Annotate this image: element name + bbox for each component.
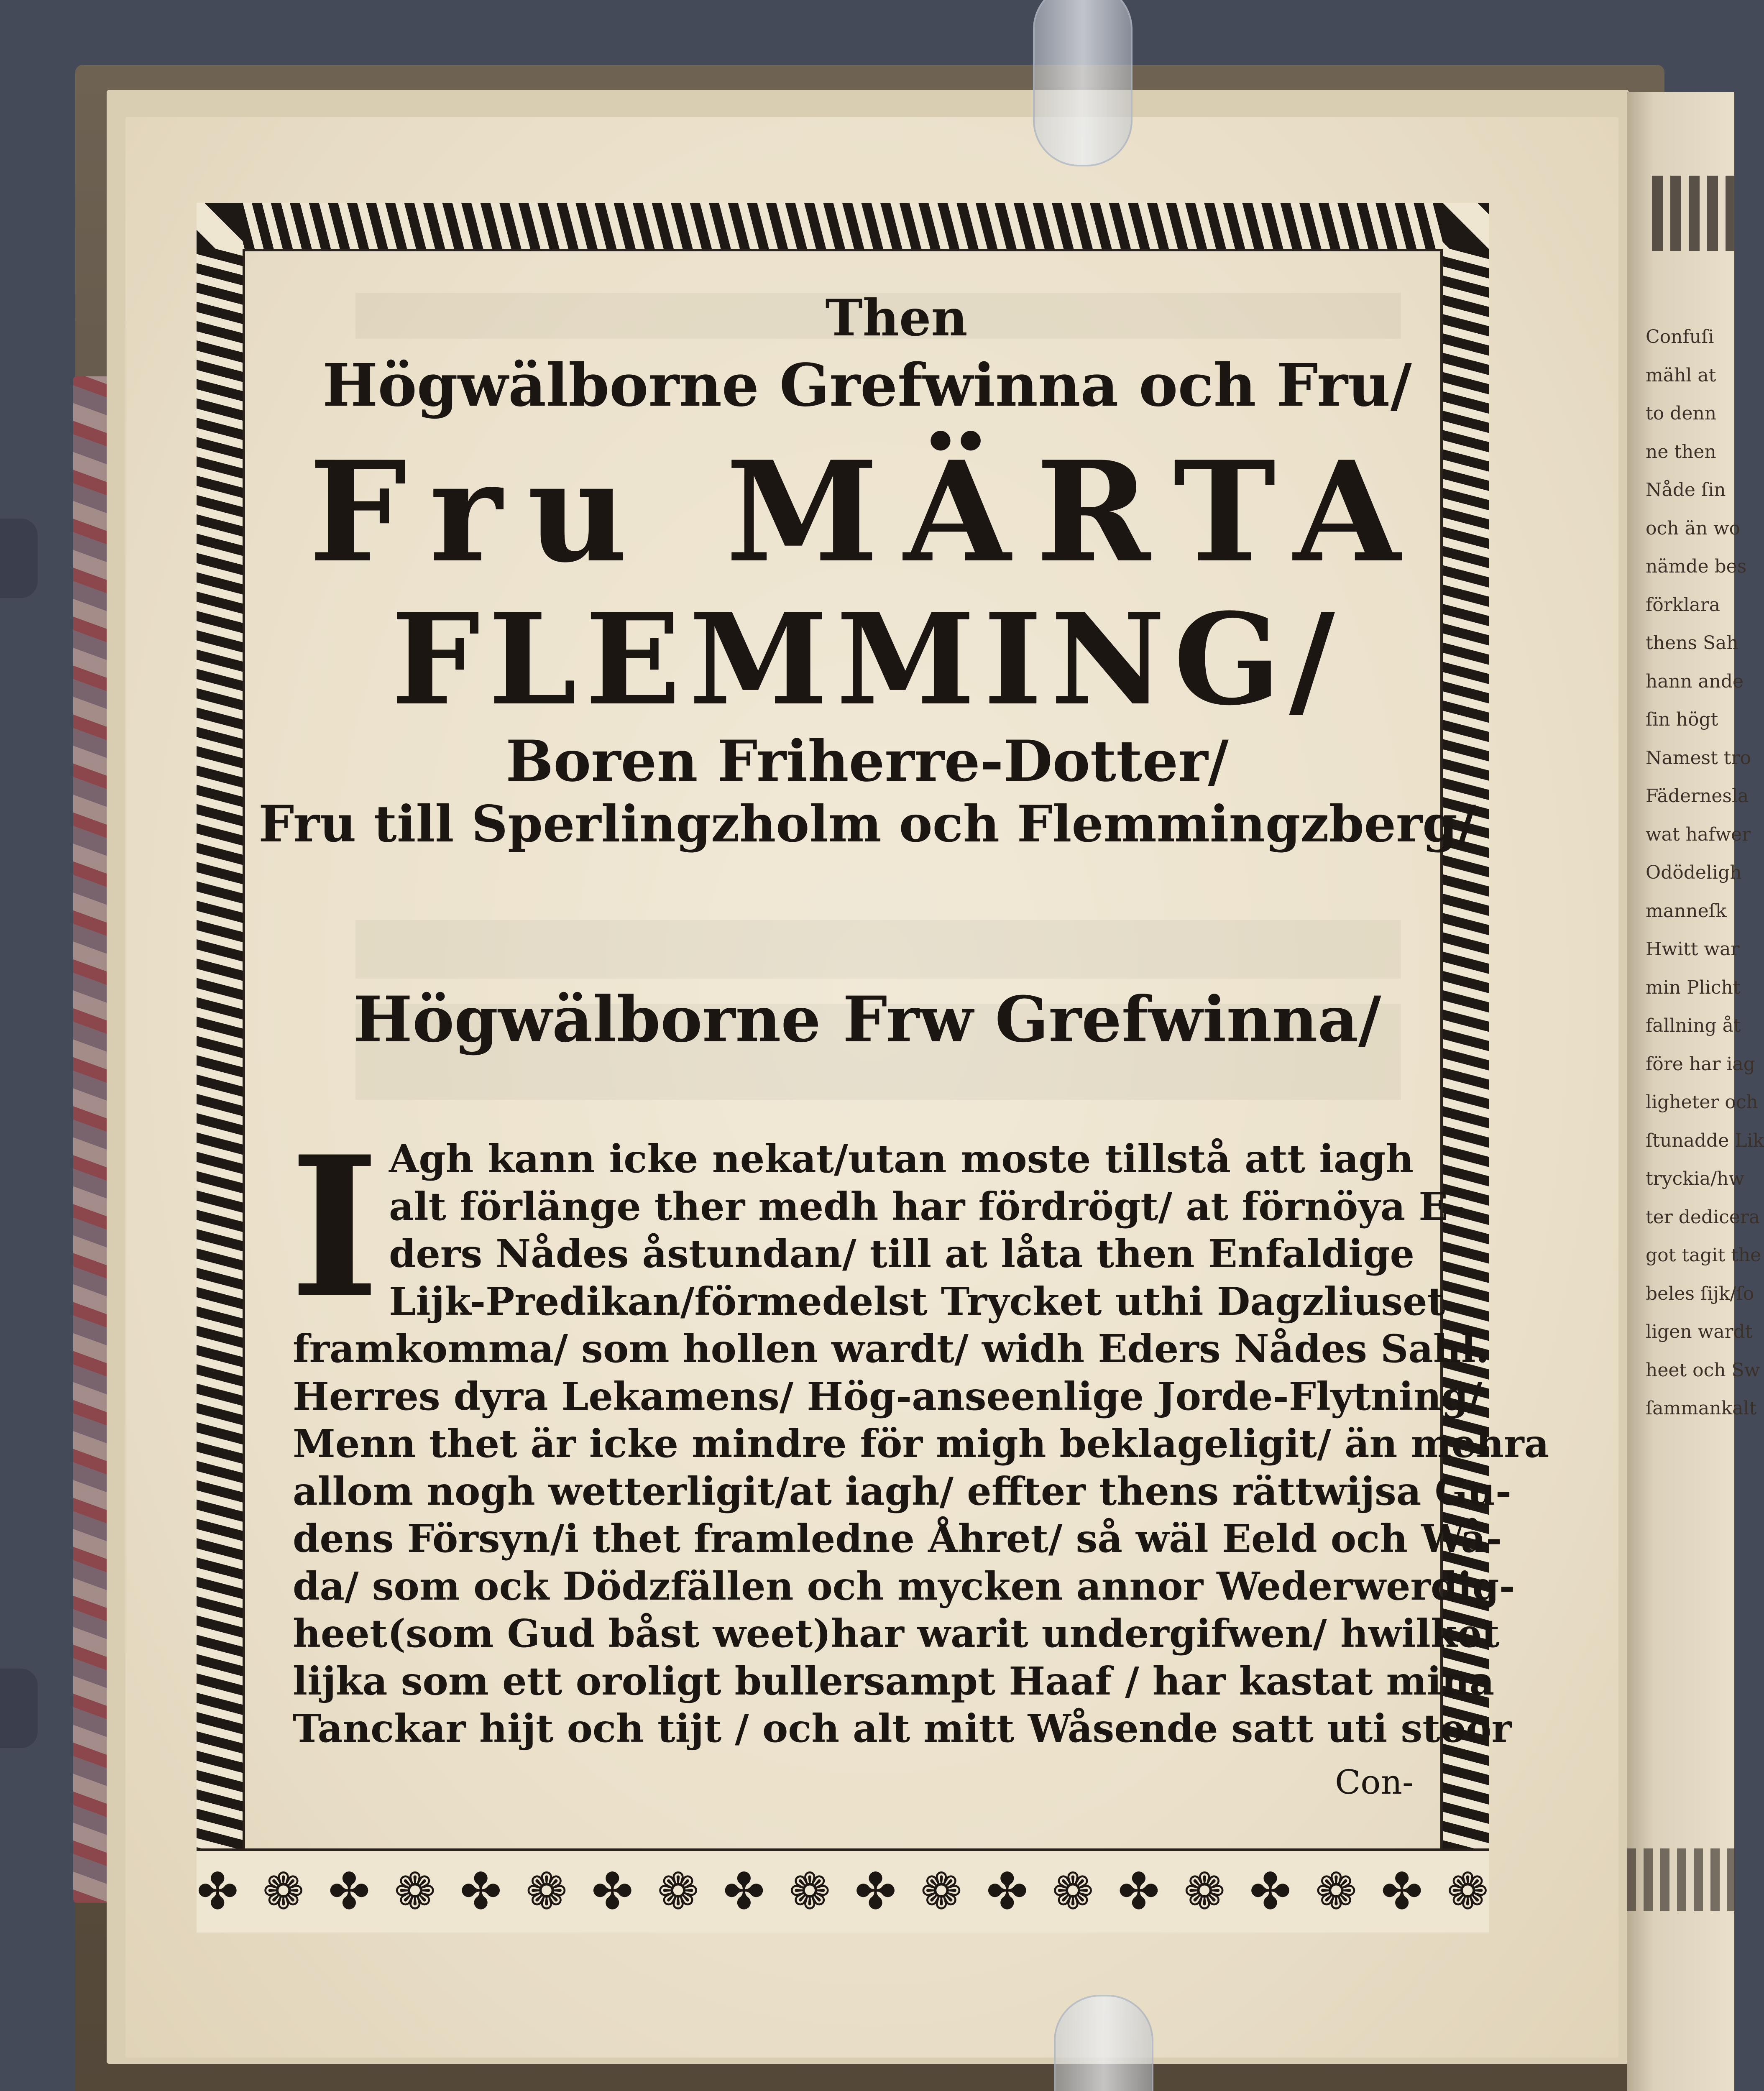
facing-text-line: to denn bbox=[1646, 403, 1717, 424]
facing-text-line: nämde bes bbox=[1646, 556, 1747, 577]
facing-text-line: ne then bbox=[1646, 441, 1716, 463]
facing-text-line: thens Sah bbox=[1646, 632, 1738, 654]
fleuron-icon: ❁ bbox=[1315, 1862, 1358, 1921]
title-name-flemming: FLEMMING/ bbox=[391, 585, 1344, 733]
bottom-ornament-band bbox=[197, 1848, 1489, 1933]
facing-text-line: ſtunadde Lik bbox=[1646, 1130, 1764, 1151]
facing-text-line: fallning åt bbox=[1646, 1015, 1741, 1036]
facing-text-line: got tagit the bbox=[1646, 1245, 1761, 1266]
page-clip-bottom bbox=[1054, 1995, 1153, 2091]
title-line-then: Then bbox=[825, 289, 968, 348]
facing-text-line: tryckia/hw bbox=[1646, 1168, 1745, 1189]
title-line-sperlingzholm: Fru till Sperlingzholm och Flemmingzberg/ bbox=[258, 795, 1476, 854]
facing-text-line: beles ſijk/ſo bbox=[1646, 1283, 1754, 1304]
dedication-text bbox=[293, 1135, 1549, 1753]
text-line: Lijk-Predikan/förmedelst Trycket uthi Dagzliuset bbox=[389, 1278, 1445, 1324]
fleuron-icon: ✤ bbox=[460, 1862, 502, 1921]
text-line: dens Försyn/i thet framledne Åhret/ så wäl Eeld och Wå- bbox=[293, 1516, 1502, 1561]
facing-text-line: ſin högt bbox=[1646, 709, 1718, 730]
facing-text-line: Confuſi bbox=[1646, 326, 1714, 348]
fleuron-icon: ✤ bbox=[1381, 1862, 1423, 1921]
text-line: da/ som ock Dödzfällen och mycken annor Wederwerdig- bbox=[293, 1563, 1515, 1609]
fleuron-icon: ✤ bbox=[591, 1862, 634, 1921]
facing-text-line: wat hafwer bbox=[1646, 823, 1751, 845]
facing-text-line: Fädernesla bbox=[1646, 785, 1749, 807]
fleuron-icon: ✤ bbox=[1117, 1862, 1160, 1921]
book-cradle-tab bbox=[0, 1669, 38, 1748]
title-line-grefwinna: Högwälborne Grefwinna och Fru/ bbox=[322, 351, 1412, 420]
fleuron-icon: ✤ bbox=[1249, 1862, 1291, 1921]
fleuron-icon: ❁ bbox=[1447, 1862, 1489, 1921]
facing-text-line: Hwitt war bbox=[1646, 938, 1740, 960]
fleuron-icon: ❁ bbox=[788, 1862, 831, 1921]
text-line: ders Nådes åstundan/ till at låta then Enfaldige bbox=[389, 1231, 1415, 1276]
facing-text-line: heet och Sw bbox=[1646, 1359, 1760, 1381]
facing-text-line: min Plicht bbox=[1646, 976, 1741, 998]
fleuron-icon: ❁ bbox=[1183, 1862, 1226, 1921]
facing-text-line: hann ande bbox=[1646, 670, 1744, 692]
facing-text-line: före har iag bbox=[1646, 1053, 1755, 1075]
facing-text-line: förklara bbox=[1646, 594, 1721, 616]
facing-page-ornament bbox=[1652, 176, 1734, 251]
facing-text-line: ter dedicera bbox=[1646, 1206, 1760, 1228]
facing-text-line: ligheter och bbox=[1646, 1092, 1758, 1113]
text-line: framkomma/ som hollen wardt/ widh Eders Nådes Sahl. bbox=[293, 1326, 1489, 1371]
text-line: heet(som Gud båst weet)har warit undergifwen/ hwilket bbox=[293, 1611, 1500, 1656]
title-line-friherre: Boren Friherre-Dotter/ bbox=[506, 728, 1229, 794]
fleuron-icon: ❁ bbox=[525, 1862, 568, 1921]
catchword: Con- bbox=[1335, 1763, 1414, 1802]
fleuron-icon: ✤ bbox=[328, 1862, 371, 1921]
facing-text-line: ligen wardt bbox=[1646, 1321, 1753, 1342]
fleuron-icon: ❁ bbox=[920, 1862, 963, 1921]
text-line: allom nogh wetterligit/at iagh/ effter thens rättwijsa Gu- bbox=[293, 1468, 1512, 1514]
fleuron-icon: ✤ bbox=[854, 1862, 897, 1921]
fleuron-icon: ✤ bbox=[723, 1862, 765, 1921]
text-line: Herres dyra Lekamens/ Hög-anseenlige Jorde-Flytning/ bbox=[293, 1373, 1483, 1419]
page-clip-top bbox=[1033, 0, 1133, 166]
fleuron-icon: ❁ bbox=[262, 1862, 304, 1921]
text-line: alt förlänge ther medh har fördrögt/ at förnöya E- bbox=[389, 1184, 1465, 1229]
drop-capital: I bbox=[289, 1115, 380, 1340]
facing-page-ornament-bottom bbox=[1627, 1848, 1734, 1911]
facing-text-line: manneſk bbox=[1646, 900, 1727, 922]
facing-text-line: mähl at bbox=[1646, 364, 1716, 386]
fleuron-icon: ❁ bbox=[394, 1862, 436, 1921]
salutation: Högwälborne Frw Grefwinna/ bbox=[353, 983, 1381, 1056]
title-name-marta: Fru MÄRTA bbox=[309, 431, 1426, 593]
facing-text-line: Namest tro bbox=[1646, 747, 1751, 769]
facing-text-line: och än wo bbox=[1646, 517, 1741, 539]
text-line: Tanckar hijt och tijt / och alt mitt Wåsende satt uti stoor bbox=[293, 1706, 1512, 1751]
facing-text-line: ſammankalt bbox=[1646, 1398, 1757, 1419]
text-line: Agh kann icke nekat/utan moste tillstå att iagh bbox=[389, 1136, 1414, 1181]
text-line: Menn thet är icke mindre för migh beklageligit/ än mehra bbox=[293, 1421, 1549, 1466]
text-line: lijka som ett oroligt bullersampt Haaf / har kastat mina bbox=[293, 1658, 1495, 1704]
fleuron-icon: ✤ bbox=[986, 1862, 1028, 1921]
fleuron-icon: ❁ bbox=[1052, 1862, 1094, 1921]
fleuron-icon: ✤ bbox=[197, 1862, 239, 1921]
fleuron-icon: ❁ bbox=[657, 1862, 699, 1921]
facing-text-line: Nåde ſin bbox=[1646, 479, 1726, 501]
facing-text-line: Odödeligh bbox=[1646, 862, 1742, 883]
